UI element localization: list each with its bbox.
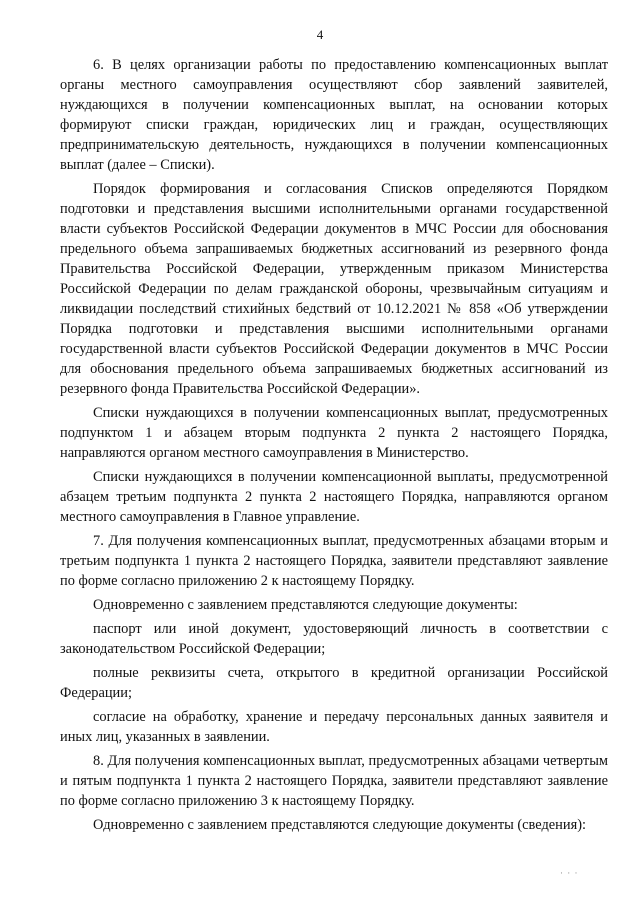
paragraph-8: 8. Для получения компенсационных выплат, предусмотренных абзацами четвертым и пятым подпункта 1 пункта 2 настоящего Порядка, заявители представляют заявление по форме согласно приложению 3 к настоящему Порядку. bbox=[60, 753, 608, 809]
list-item-bank-details: полные реквизиты счета, открытого в кредитной организации Российской Федерации; bbox=[60, 665, 608, 701]
list-item-consent: согласие на обработку, хранение и передачу персональных данных заявителя и иных лиц, указанных в заявлении. bbox=[60, 709, 608, 745]
page-number: 4 bbox=[316, 27, 324, 42]
paragraph-lists-ministry: Списки нуждающихся в получении компенсационных выплат, предусмотренных подпунктом 1 и абзацем вторым подпункта 2 пункта 2 настоящего Порядка, направляются органом местного самоуправления в Министерство. bbox=[60, 405, 608, 461]
paragraph-lists-main-directorate: Списки нуждающихся в получении компенсационной выплаты, предусмотренной абзацем третьим подпункта 2 пункта 2 настоящего Порядка, направляются органом местного самоуправления в Главное управление. bbox=[60, 469, 608, 525]
scan-mark: · · · bbox=[560, 868, 579, 878]
paragraph-6: 6. В целях организации работы по предоставлению компенсационных выплат органы местного самоуправления осуществляют сбор заявлений заявителей, нуждающихся в получении компенсационных выплат, на основании которых формируют списки граждан, юридических лиц и граждан, осуществляющих предпринимательскую деятельность, нуждающихся в получении компенсационных выплат (далее – Списки). bbox=[60, 57, 608, 173]
paragraph-documents-info-intro: Одновременно с заявлением представляются следующие документы (сведения): bbox=[93, 817, 586, 833]
paragraph-7: 7. Для получения компенсационных выплат, предусмотренных абзацами вторым и третьим подпункта 1 пункта 2 настоящего Порядка, заявители представляют заявление по форме согласно приложению 2 к настоящему Порядку. bbox=[60, 533, 608, 589]
list-item-passport: паспорт или иной документ, удостоверяющий личность в соответствии с законодательством Российской Федерации; bbox=[60, 621, 608, 657]
paragraph-documents-intro: Одновременно с заявлением представляются следующие документы: bbox=[93, 597, 518, 613]
paragraph-lists-procedure: Порядок формирования и согласования Списков определяются Порядком подготовки и представления высшими исполнительными органами государственной власти субъектов Российской Федерации документов в МЧС России для обоснования предельного объема запрашиваемых бюджетных ассигнований из резервного фонда Правительства Российской Федерации, утвержденным приказом Министерства Российской Федерации по делам гражданской обороны, чрезвычайным ситуациям и ликвидации последствий стихийных бедствий от 10.12.2021 № 858 «Об утверждении Порядка подготовки и представления высшими исполнительными органами государственной власти субъектов Российской Федерации документов в МЧС России для обоснования предельного объема запрашиваемых бюджетных ассигнований из резервного фонда Правительства Российской Федерации». bbox=[60, 181, 608, 397]
document-body bbox=[60, 55, 608, 835]
